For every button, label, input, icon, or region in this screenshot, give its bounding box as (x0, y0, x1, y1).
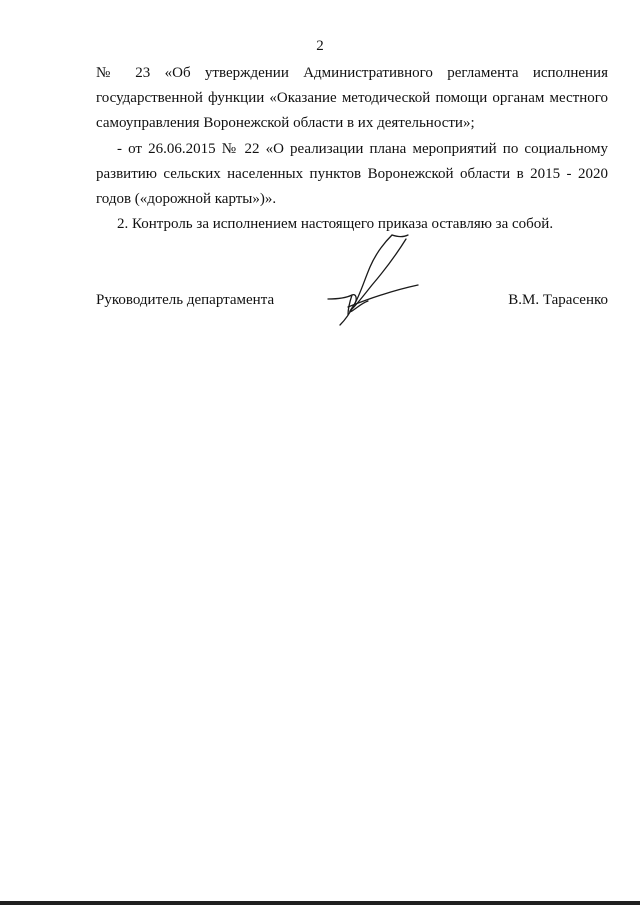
paragraph-line: годов («дорожной карты»)». (96, 191, 277, 207)
paragraph-line: самоуправления Воронежской области в их деятельности»; (96, 115, 475, 131)
paragraph-order-reference-22 (96, 137, 608, 212)
signer-name: В.М. Тарасенко (508, 292, 608, 308)
handwritten-signature (318, 233, 422, 327)
paragraph-line: развитию сельских населенных пунктов Воронежской области в 2015 - 2020 (96, 166, 608, 182)
scan-bottom-edge (0, 901, 640, 905)
paragraph-line: № 23 «Об утверждении Административного регламента исполнения (96, 65, 608, 81)
paragraph-line: - от 26.06.2015 № 22 «О реализации плана мероприятий по социальному (117, 141, 608, 157)
page-number: 2 (316, 38, 324, 54)
paragraph-line: 2. Контроль за исполнением настоящего приказа оставляю за собой. (117, 216, 554, 232)
paragraph-line: государственной функции «Оказание методической помощи органам местного (96, 90, 608, 106)
signer-position: Руководитель департамента (96, 292, 275, 308)
paragraph-order-reference-23 (96, 61, 608, 136)
